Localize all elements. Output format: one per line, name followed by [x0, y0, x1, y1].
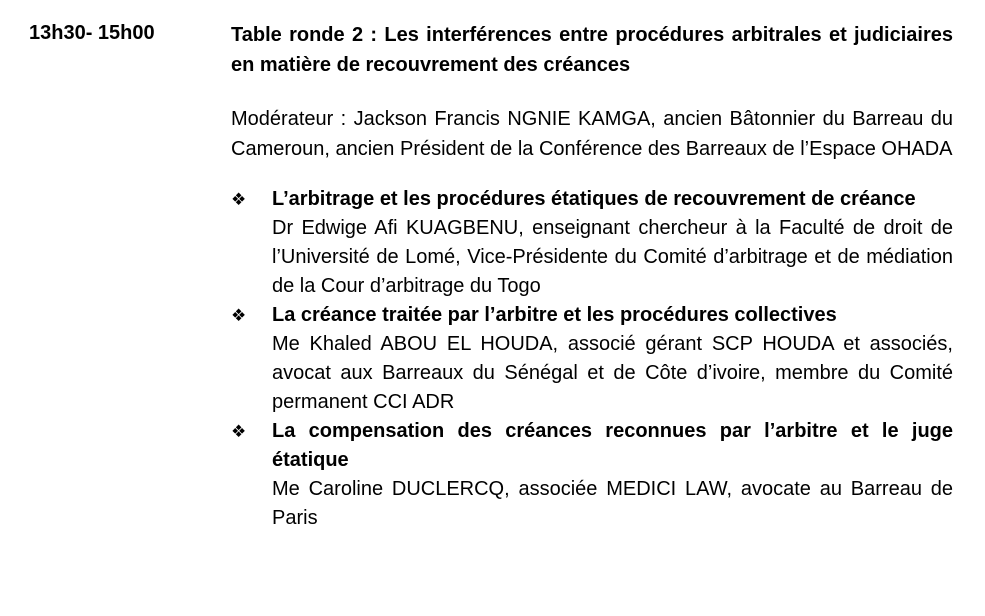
talk-title: La compensation des créances reconnues par l’arbitre et le juge étatique: [272, 420, 953, 471]
session-content: [231, 20, 953, 533]
session-moderator: Modérateur : Jackson Francis NGNIE KAMGA, ancien Bâtonnier du Barreau du Cameroun, ancien Président de la Conférence des Barreaux de l’Espace OHADA: [231, 108, 953, 160]
talk-title: L’arbitrage et les procédures étatiques de recouvrement de créance: [272, 188, 916, 210]
diamond-bullet-icon: ❖: [231, 422, 247, 441]
talk-speaker: Me Khaled ABOU EL HOUDA, associé gérant SCP HOUDA et associés, avocat aux Barreaux du Sénégal et de Côte d’ivoire, membre du Comité permanent CCI ADR: [272, 333, 953, 413]
session-time: 13h30- 15h00: [29, 22, 155, 44]
diamond-bullet-icon: ❖: [231, 190, 247, 209]
talk-item: [231, 301, 953, 417]
talk-list: [231, 185, 953, 533]
talk-title: La créance traitée par l’arbitre et les procédures collectives: [272, 304, 837, 326]
talk-speaker: Dr Edwige Afi KUAGBENU, enseignant chercheur à la Faculté de droit de l’Université de Lomé, Vice-Présidente du Comité d’arbitrage et de médiation de la Cour d’arbitrage du Togo: [272, 217, 953, 297]
talk-item: [231, 185, 953, 301]
talk-speaker: Me Caroline DUCLERCQ, associée MEDICI LAW, avocate au Barreau de Paris: [272, 478, 953, 529]
talk-item: [231, 417, 953, 533]
diamond-bullet-icon: ❖: [231, 306, 247, 325]
session-title: Table ronde 2 : Les interférences entre procédures arbitrales et judiciaires en matière de recouvrement des créances: [231, 24, 953, 76]
